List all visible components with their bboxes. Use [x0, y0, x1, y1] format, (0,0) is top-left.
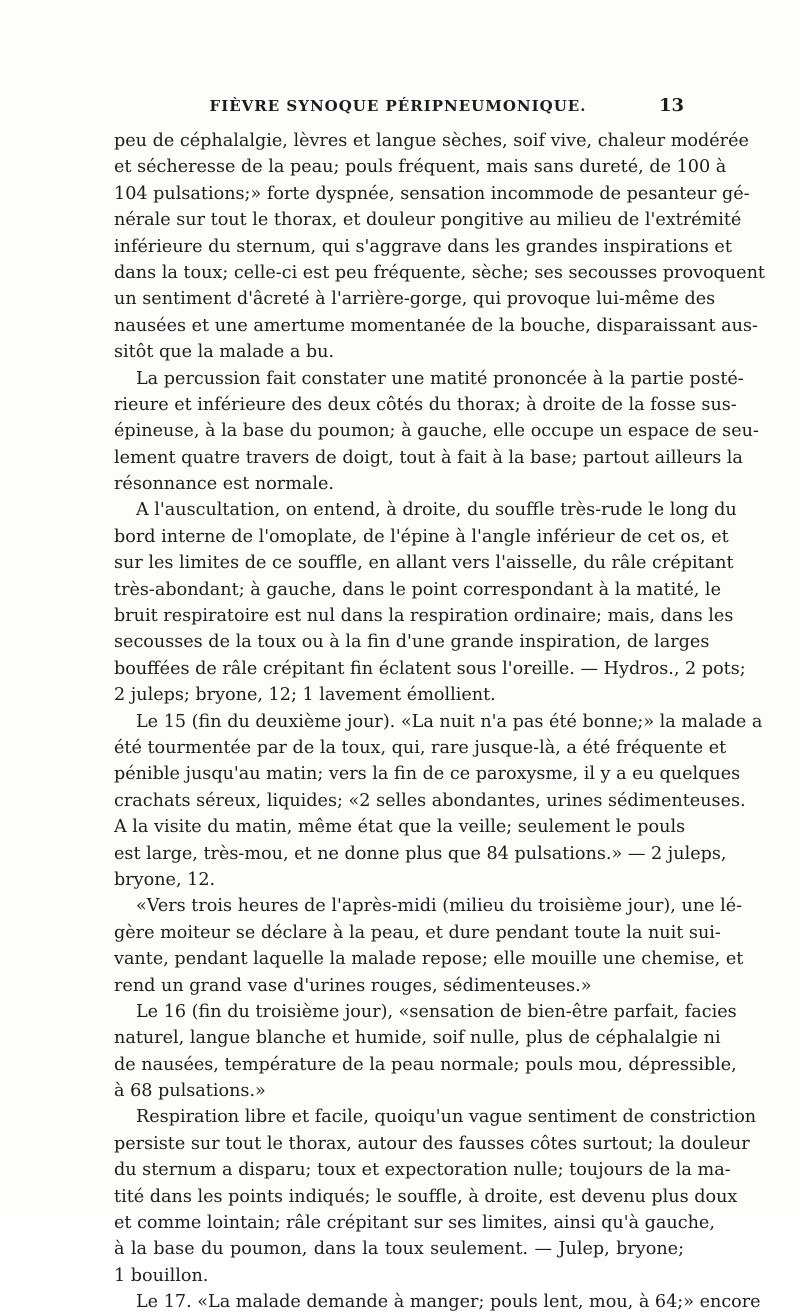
text-line: 104 pulsations;» forte dyspnée, sensation incommode de pesanteur gé- — [114, 183, 750, 204]
text-line: gère moiteur se déclare à la peau, et dure pendant toute la nuit sui- — [114, 922, 721, 943]
text-line: très-abondant; à gauche, dans le point correspondant à la matité, le — [114, 579, 721, 600]
text-line: à 68 pulsations.» — [114, 1081, 266, 1102]
text-line: bruit respiratoire est nul dans la respiration ordinaire; mais, dans les — [114, 606, 734, 627]
text-line: La percussion fait constater une matité prononcée à la partie posté- — [136, 368, 744, 389]
text-line: peu de céphalalgie, lèvres et langue sèches, soif vive, chaleur modérée — [114, 131, 749, 151]
running-title: FIÈVRE SYNOQUE PÉRIPNEUMONIQUE. — [209, 97, 587, 115]
text-line: épineuse, à la base du poumon; à gauche, elle occupe un espace de seu- — [114, 421, 759, 442]
text-line: 1 bouillon. — [114, 1265, 209, 1286]
text-line: «Vers trois heures de l'après-midi (milieu du troisième jour), une lé- — [136, 896, 743, 917]
text-line: du sternum a disparu; toux et expectoration nulle; toujours de la ma- — [114, 1160, 731, 1181]
text-line: inférieure du sternum, qui s'aggrave dans les grandes inspirations et — [114, 236, 732, 257]
text-line: crachats séreux, liquides; «2 selles abondantes, urines sédimenteuses. — [114, 790, 746, 811]
text-line: Le 15 (fin du deuxième jour). «La nuit n'a pas été bonne;» la malade a — [136, 711, 763, 732]
text-line: naturel, langue blanche et humide, soif nulle, plus de céphalalgie ni — [114, 1028, 721, 1049]
text-line: A l'auscultation, on entend, à droite, du souffle très-rude le long du — [136, 500, 737, 521]
text-line: pénible jusqu'au matin; vers la fin de ce paroxysme, il y a eu quelques — [114, 764, 741, 785]
text-line: de nausées, température de la peau normale; pouls mou, dépressible, — [114, 1054, 737, 1075]
page-header — [112, 94, 684, 118]
text-line: nérale sur tout le thorax, et douleur pongitive au milieu de l'extrémité — [114, 210, 742, 231]
text-line: secousses de la toux ou à la fin d'une grande inspiration, de larges — [114, 632, 710, 653]
text-line: rieure et inférieure des deux côtés du thorax; à droite de la fosse sus- — [114, 394, 737, 415]
text-line: Respiration libre et facile, quoiqu'un vague sentiment de constriction — [136, 1107, 757, 1128]
text-line: Le 16 (fin du troisième jour), «sensation de bien-être parfait, facies — [136, 1001, 737, 1022]
text-line: nausées et une amertume momentanée de la bouche, disparaissant aus- — [114, 315, 758, 336]
text-line: vante, pendant laquelle la malade repose; elle mouille une chemise, et — [114, 949, 744, 970]
text-line: 2 juleps; bryone, 12; 1 lavement émollient. — [114, 685, 496, 706]
text-line: et sécheresse de la peau; pouls fréquent, mais sans dureté, de 100 à — [114, 157, 727, 178]
body-text — [114, 128, 765, 1316]
text-line: à la base du poumon, dans la toux seulement. — Julep, bryone; — [114, 1239, 684, 1260]
text-line: bouffées de râle crépitant fin éclatent sous l'oreille. — Hydros., 2 pots; — [114, 658, 746, 679]
text-line: été tourmentée par de la toux, qui, rare jusque-là, a été fréquente et — [114, 737, 727, 758]
text-line: rend un grand vase d'urines rouges, sédimenteuses.» — [114, 975, 592, 996]
page-number: 13 — [658, 95, 684, 116]
text-line: dans la toux; celle-ci est peu fréquente, sèche; ses secousses provoquent — [114, 262, 765, 283]
text-line: A la visite du matin, même état que la veille; seulement le pouls — [114, 817, 686, 838]
text-line: un sentiment d'âcreté à l'arrière-gorge, qui provoque lui-même des — [114, 289, 716, 310]
text-line: lement quatre travers de doigt, tout à fait à la base; partout ailleurs la — [114, 447, 743, 468]
text-line: bord interne de l'omoplate, de l'épine à l'angle inférieur de cet os, et — [114, 526, 729, 547]
text-line: persiste sur tout le thorax, autour des fausses côtes surtout; la douleur — [114, 1133, 750, 1154]
text-line: et comme lointain; râle crépitant sur ses limites, ainsi qu'à gauche, — [114, 1213, 715, 1234]
text-line: Le 17. «La malade demande à manger; pouls lent, mou, à 64;» encore — [136, 1292, 761, 1313]
text-line: tité dans les points indiqués; le souffle, à droite, est devenu plus doux — [114, 1186, 738, 1207]
text-line: est large, très-mou, et ne donne plus que 84 pulsations.» — 2 juleps, — [114, 843, 727, 864]
text-line: bryone, 12. — [114, 869, 216, 890]
text-line: résonnance est normale. — [114, 474, 335, 495]
text-line: sur les limites de ce souffle, en allant vers l'aisselle, du râle crépitant — [114, 553, 734, 574]
text-line: sitôt que la malade a bu. — [114, 342, 335, 363]
